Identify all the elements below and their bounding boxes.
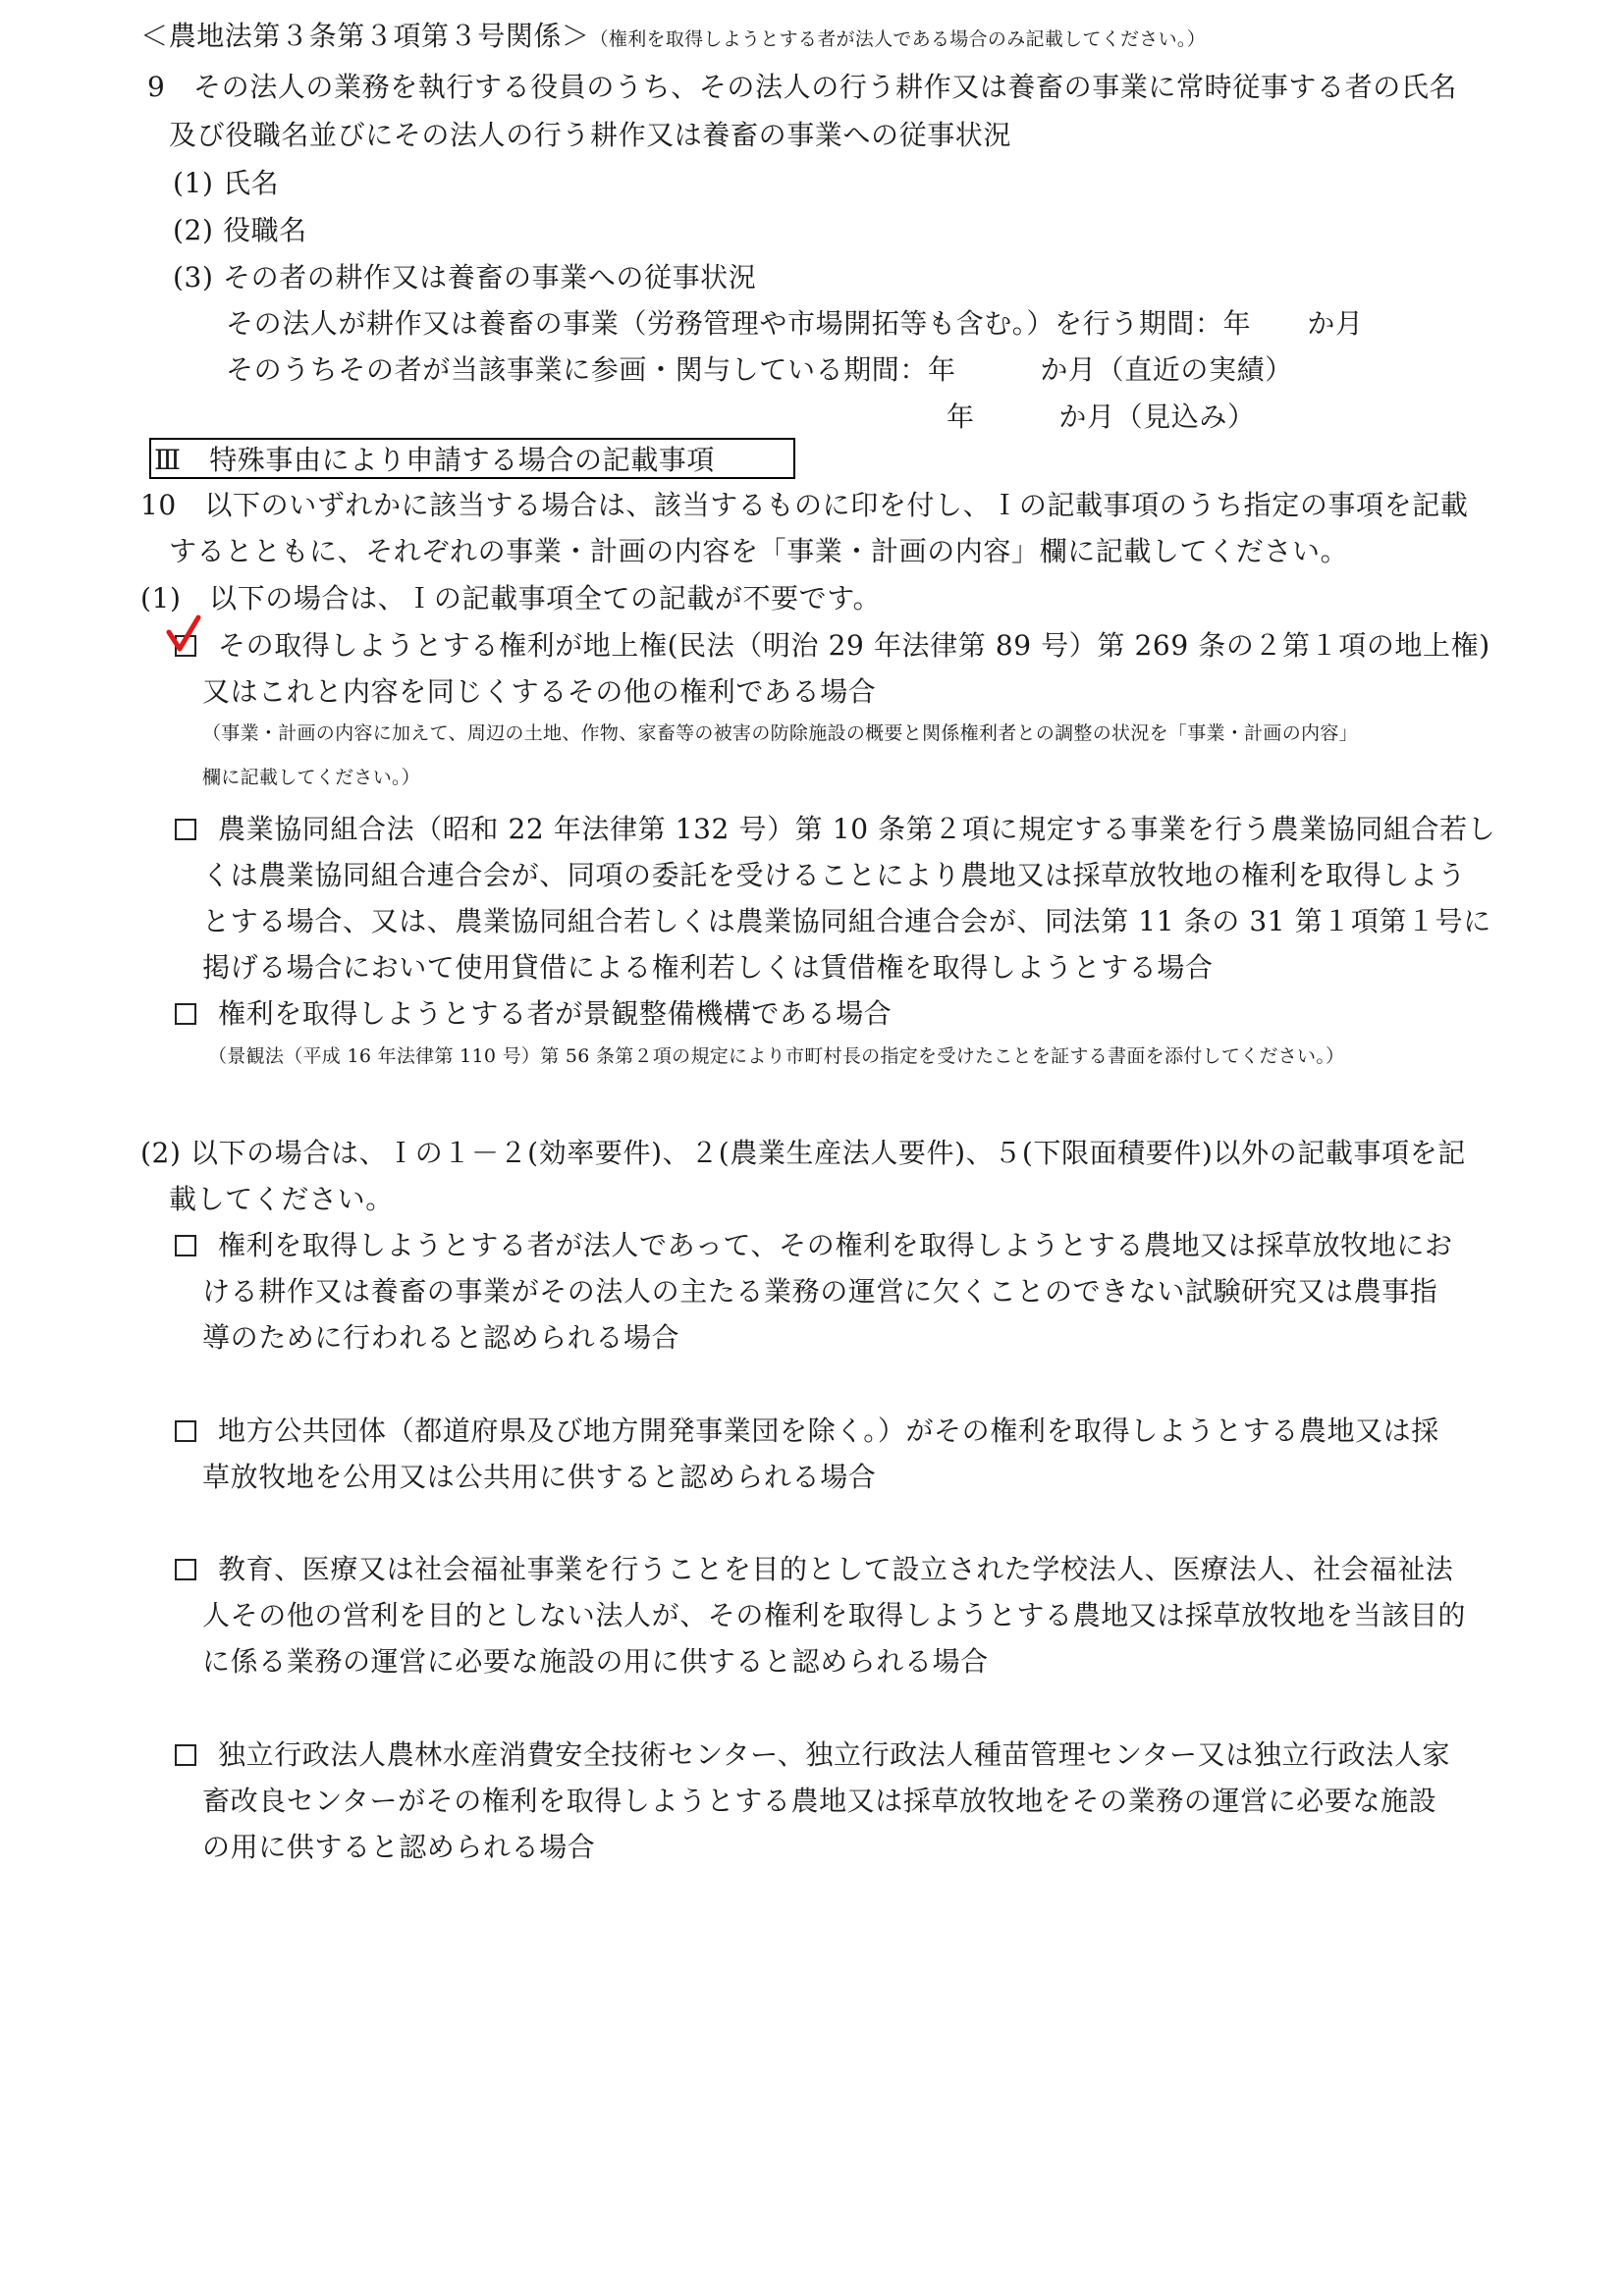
case2-option-d-line3: の用に供すると認められる場合: [202, 1831, 596, 1863]
case2-option-d-line2: 畜改良センターがその権利を取得しようとする農地又は採草放牧地をその業務の運営に必要な施設: [202, 1785, 1437, 1817]
case2-option-a-line2: ける耕作又は養畜の事業がその法人の主たる業務の運営に欠くことのできない試験研究又は農事指: [202, 1275, 1438, 1308]
case1-option-c-line1: 権利を取得しようとする者が景観整備機構である場合: [218, 997, 893, 1030]
legal-basis-note: （権利を取得しようとする者が法人である場合のみ記載してください。）: [589, 28, 1207, 50]
case2-option-d[interactable]: [175, 1738, 1450, 1772]
case1-option-a-note2: 欄に記載してください。）: [202, 767, 421, 788]
checkbox-icon[interactable]: [175, 1559, 196, 1580]
case1-intro: (1) 以下の場合は、Ｉの記載事項全ての記載が不要です。: [140, 582, 882, 614]
legal-basis-header: [140, 20, 1206, 56]
item9-name: (1) 氏名: [173, 167, 280, 199]
case1-option-a[interactable]: [175, 629, 1490, 663]
item9-involvement-period: そのうちその者が当該事業に参画・関与している期間：年 か月（直近の実績）: [226, 353, 1293, 386]
case1-option-c-note: （景観法（平成 16 年法律第 110 号）第 56 条第２項の規定により市町村長の指定を受けたことを証する書面を添付してください。）: [208, 1045, 1345, 1067]
item9-position: (2) 役職名: [173, 214, 307, 246]
item10-line1: 10 以下のいずれかに該当する場合は、該当するものに印を付し、Ｉの記載事項のうち指定の事項を記載: [140, 489, 1469, 521]
case2-option-d-line1: 独立行政法人農林水産消費安全技術センター、独立行政法人種苗管理センター又は独立行政法人家: [218, 1738, 1451, 1771]
case2-option-c-line2: 人その他の営利を目的としない法人が、その権利を取得しようとする農地又は採草放牧地を当該目的: [202, 1599, 1467, 1631]
item9-business-period: その法人が耕作又は養畜の事業（労務管理や市場開拓等も含む。）を行う期間：年 か月: [226, 307, 1364, 340]
checkbox-icon[interactable]: [175, 1003, 196, 1025]
item9-line1: 9 その法人の業務を執行する役員のうち、その法人の行う耕作又は養畜の事業に常時従事する者の氏名: [147, 71, 1458, 103]
checkbox-icon[interactable]: [175, 1235, 196, 1256]
case1-option-c[interactable]: [175, 997, 892, 1031]
case1-option-b-line4: 掲げる場合において使用貸借による権利若しくは賃借権を取得しようとする場合: [202, 951, 1214, 984]
case2-option-a-line3: 導のために行われると認められる場合: [202, 1321, 680, 1354]
case1-option-b-line2: くは農業協同組合連合会が、同項の委託を受けることにより農地又は採草放牧地の権利を取得しよう: [202, 859, 1467, 891]
case2-option-b[interactable]: [175, 1415, 1439, 1448]
case1-option-b[interactable]: [175, 813, 1495, 846]
case1-option-a-line2: 又はこれと内容を同じくするその他の権利である場合: [202, 675, 877, 708]
checkbox-icon[interactable]: [175, 819, 196, 840]
case2-option-b-line1: 地方公共団体（都道府県及び地方開発事業団を除く。）がその権利を取得しようとする農地又は採: [218, 1415, 1439, 1447]
case1-option-a-line1: その取得しようとする権利が地上権(民法（明治 29 年法律第 89 号）第 269 条の２第１項の地上権): [218, 629, 1490, 662]
case2-option-c[interactable]: [175, 1553, 1453, 1586]
case2-option-c-line3: に係る業務の運営に必要な施設の用に供すると認められる場合: [202, 1645, 989, 1678]
case1-option-a-note1: （事業・計画の内容に加えて、周辺の土地、作物、家畜等の被害の防除施設の概要と関係権利者との調整の状況を「事業・計画の内容」: [202, 722, 1358, 744]
checkbox-icon[interactable]: [175, 1744, 196, 1766]
case2-option-a-line1: 権利を取得しようとする者が法人であって、その権利を取得しようとする農地又は採草放牧地にお: [218, 1229, 1453, 1261]
case2-option-a[interactable]: [175, 1229, 1453, 1262]
item10-line2: するとともに、それぞれの事業・計画の内容を「事業・計画の内容」欄に記載してください。: [169, 535, 1349, 567]
item9-forecast-period: 年 か月（見込み）: [947, 400, 1256, 433]
checkmark-icon: [165, 614, 208, 654]
checkbox-icon[interactable]: [175, 1420, 196, 1442]
case2-option-c-line1: 教育、医療又は社会福祉事業を行うことを目的として設立された学校法人、医療法人、社会福祉法: [218, 1553, 1454, 1585]
case2-intro-line1: (2) 以下の場合は、Ｉの１－２(効率要件)、２(農業生産法人要件)、５(下限面積要件)以外の記載事項を記: [140, 1137, 1466, 1169]
item9-engagement: (3) その者の耕作又は養畜の事業への従事状況: [173, 261, 757, 294]
section3-title: Ⅲ 特殊事由により申請する場合の記載事項: [154, 444, 716, 476]
case1-option-b-line3: とする場合、又は、農業協同組合若しくは農業協同組合連合会が、同法第 11 条の 31 第１項第１号に: [202, 905, 1491, 937]
case1-option-b-line1: 農業協同組合法（昭和 22 年法律第 132 号）第 10 条第２項に規定する事業を行う農業協同組合若し: [218, 813, 1496, 845]
case2-option-b-line2: 草放牧地を公用又は公共用に供すると認められる場合: [202, 1461, 877, 1493]
case2-intro-line2: 載してください。: [169, 1183, 394, 1215]
item9-line2: 及び役職名並びにその法人の行う耕作又は養畜の事業への従事状況: [169, 119, 1012, 151]
legal-basis-title: ＜農地法第３条第３項第３号関係＞: [140, 20, 590, 52]
